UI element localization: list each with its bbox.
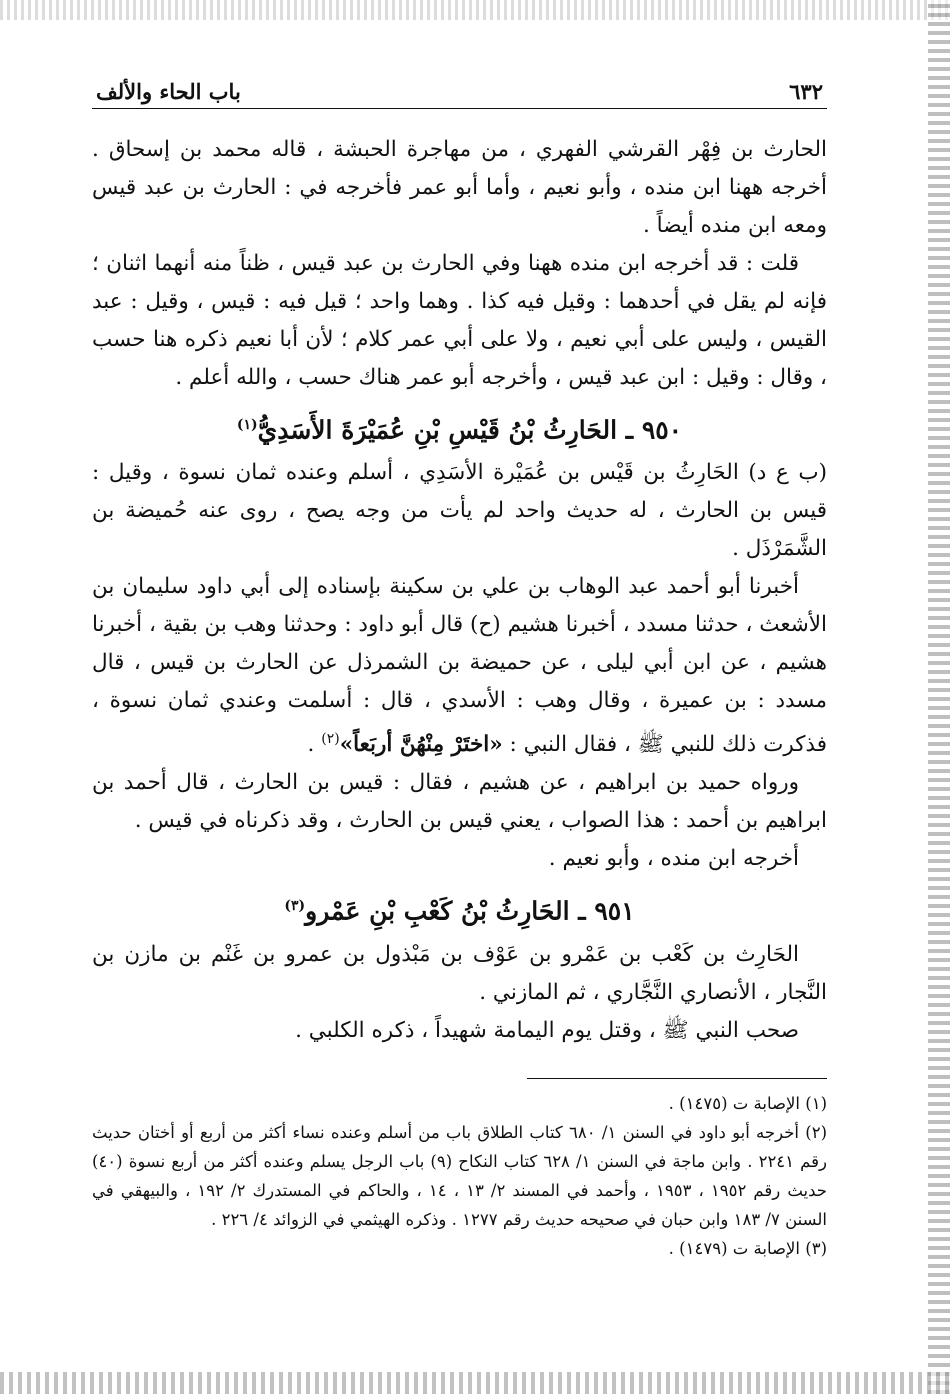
- footnote-1: (١) الإصابة ت (١٤٧٥) .: [668, 1093, 827, 1113]
- footnote-2: (٢) أخرجه أبو داود في السنن ١/ ٦٨٠ كتاب الطلاق باب من أسلم وعنده نساء أكثر من أربع أو أختان حديث رقم ٢٢٤١ . وابن ماجة في السنن ١/ ٦٢٨ كتاب النكاح (٩) باب الرجل يسلم وعنده أكثر من أربع نسوة (٤٠) حديث رقم ١٩٥٢ ، ١٩٥٣ ، وأحمد في المسند ٢/ ١٣ ، ١٤ ، والحاكم في المستدرك ٢/ ١٩٢ ، والبيهقي في السنن ٧/ ١٨٣ وابن حبان في صحيحه حديث رقم ١٢٧٧ . وذكره الهيثمي في الزوائد ٤/ ٢٢٦ .: [92, 1122, 827, 1229]
- footnote-ref-3: (٣): [284, 898, 306, 915]
- section-title: باب الحاء والألف: [96, 79, 241, 104]
- entry-heading-950: [92, 405, 827, 450]
- decorative-border-right: [928, 0, 950, 1394]
- decorative-border-top: [0, 0, 950, 20]
- footnotes: [92, 1089, 827, 1263]
- paragraph-intro-2: قلت : قد أخرجه ابن منده ههنا وفي الحارث بن عبد قيس ، ظناً منه أنهما اثنان ؛ فإنه لم يقل في أحدهما : وقيل فيه كذا . وهما واحد ؛ قيل فيه : قيس ، وقيل : عبد القيس ، وليس على أبي نعيم ، ولا على أبي عمر كلام ؛ لأن أبا نعيم ذكره هنا حسب ، وقال : وقيل : ابن عبد قيس ، وأخرجه أبو عمر هناك حسب ، والله أعلم .: [92, 251, 827, 390]
- entry-950-paragraph-3: ورواه حميد بن ابراهيم ، عن هشيم ، فقال : قيس بن الحارث ، قال أحمد بن ابراهيم بن أحمد : هذا الصواب ، يعني قيس بن الحارث ، وقد ذكرناه في قيس .: [92, 770, 827, 834]
- entry-950-paragraph-2-end: .: [307, 732, 322, 758]
- entry-950-paragraph-2-text: أخبرنا أبو أحمد عبد الوهاب بن علي بن سكينة بإسناده إلى أبي داود سليمان بن الأشعث ، حدثنا مسدد ، أخبرنا هشيم (ح) قال أبو داود : وحدثنا وهب بن بقية ، أخبرنا هشيم ، عن ابن أبي ليلى ، عن حميضة بن الشمرذل عن الحارث بن قيس ، قال مسدد : بن عميرة ، وقال وهب : الأسدي ، قال : أسلمت وعندي ثمان نسوة ، فذكرت ذلك للنبي ﷺ ، فقال النبي :: [92, 574, 827, 758]
- footnote-divider: [527, 1078, 827, 1079]
- footnote-ref-1: (١): [236, 417, 258, 433]
- paragraph-intro-1: الحارث بن فِهْر القرشي الفهري ، من مهاجرة الحبشة ، قاله محمد بن إسحاق . أخرجه ههنا ابن منده ، وأبو نعيم ، وأما أبو عمر فأخرجه في : الحارث بن عبد قيس ومعه ابن منده أيضاً .: [92, 137, 827, 238]
- book-page: [92, 70, 827, 1263]
- entry-950-paragraph-2: [92, 568, 827, 764]
- entry-950-paragraph-4: أخرجه ابن منده ، وأبو نعيم .: [548, 846, 799, 872]
- entry-heading-950-text: ٩٥٠ ـ الحَارِثُ بْنُ قَيْسِ بْنِ عُمَيْرَةَ الأَسَدِيُّ: [257, 415, 683, 445]
- decorative-border-bottom: [0, 1372, 950, 1394]
- entry-heading-951-text: ٩٥١ ـ الحَارِثُ بْنُ كَعْبِ بْنِ عَمْرو: [305, 896, 635, 926]
- page-header: [92, 70, 827, 109]
- entry-950-paragraph-1: (ب ع د) الحَارِثُ بن قَيْس بن عُمَيْرة الأسَدِي ، أسلم وعنده ثمان نسوة ، وقيل : قيس بن الحارث ، له حديث واحد لم يأت من وجه يصح ، روى عنه حُميضة بن الشَّمَرْذَل .: [92, 460, 827, 562]
- page-body: [92, 131, 827, 1263]
- footnote-ref-2: (٢): [321, 731, 340, 748]
- page-number: ٦٣٢: [789, 79, 823, 104]
- entry-heading-951: [92, 886, 827, 931]
- footnote-3: (٣) الإصابة ت (١٤٧٩) .: [668, 1238, 827, 1258]
- entry-951-paragraph-1: الحَارِث بن كَعْب بن عَمْرو بن عَوْف بن مَبْذول بن عمرو بن غَنْم بن مازن بن النَّجار ، الأنصاري النَّجَّاري ، ثم المازني .: [92, 941, 827, 1005]
- entry-951-paragraph-2: صحب النبي ﷺ ، وقتل يوم اليمامة شهيداً ، ذكره الكلبي .: [295, 1017, 799, 1043]
- hadith-quote: «اختَرْ مِنْهُنَّ أربَعاً»: [339, 732, 503, 758]
